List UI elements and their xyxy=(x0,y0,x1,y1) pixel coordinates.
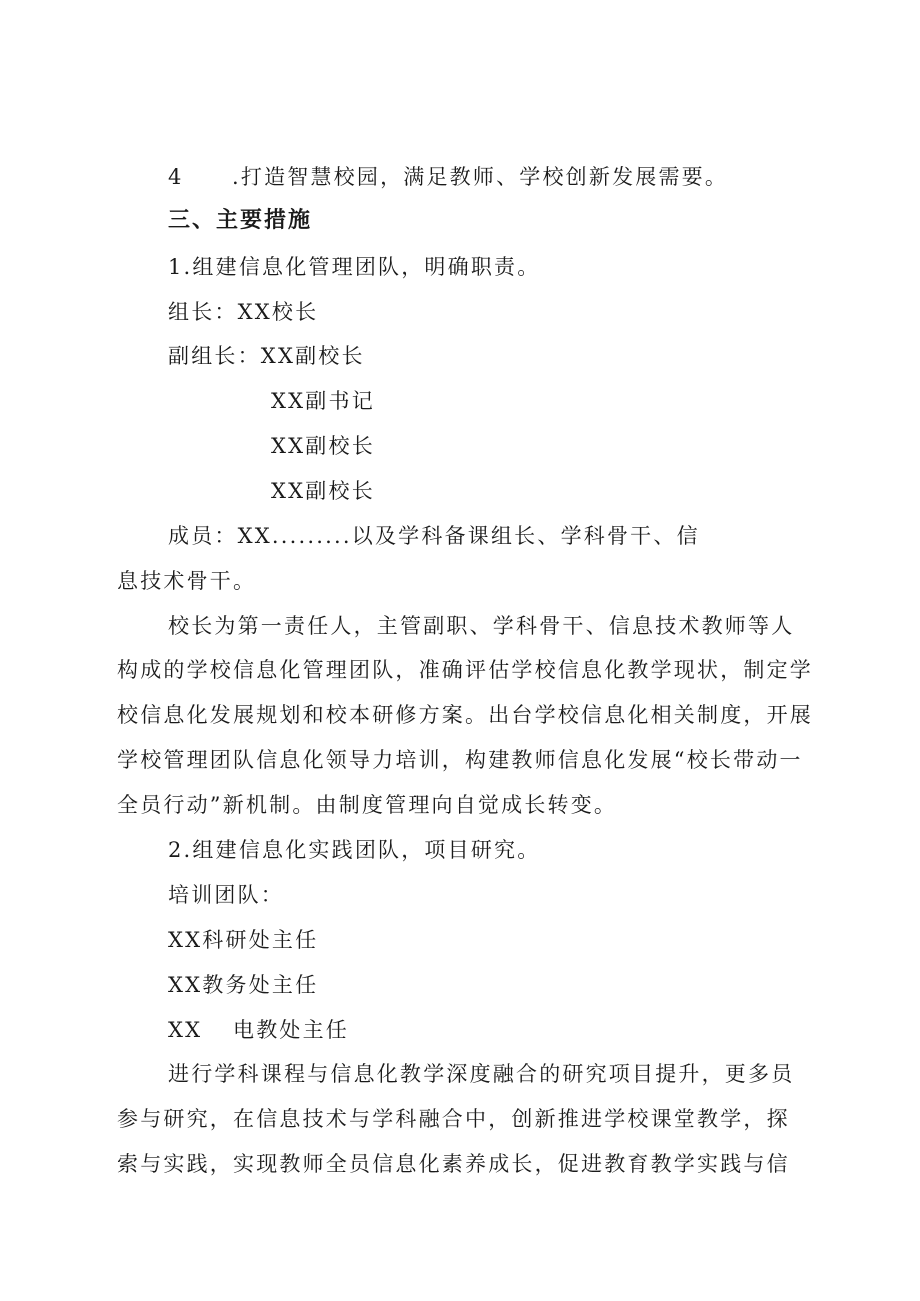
paragraph-1-line: 校长为第一责任人，主管副职、学科骨干、信息技术教师等人 xyxy=(168,614,795,638)
paragraph-2-line: 参与研究，在信息技术与学科融合中，创新推进学校课堂教学，探 xyxy=(117,1107,790,1131)
deputy-leader-line: 副组长：XX副校长 xyxy=(168,344,365,368)
paragraph-1-line: 构成的学校信息化管理团队，准确评估学校信息化教学现状，制定学 xyxy=(117,658,813,682)
paragraph-2-line: 索与实践，实现教师全员信息化素养成长，促进教育教学实践与信 xyxy=(117,1152,790,1176)
training-member: XX教务处主任 xyxy=(168,973,319,997)
leader-line: 组长：XX校长 xyxy=(168,300,319,324)
item-4-number: 4 xyxy=(168,165,184,189)
item-4-line xyxy=(168,163,728,191)
training-member-name: XX xyxy=(168,1018,203,1042)
members-line-1: 成员：XX.........以及学科备课组长、学科骨干、信 xyxy=(168,524,700,548)
members-line-2: 息技术骨干。 xyxy=(117,569,257,593)
training-team-label: 培训团队： xyxy=(168,883,284,907)
section-heading: 三、主要措施 xyxy=(168,208,313,233)
measure-1-title: 1.组建信息化管理团队，明确职责。 xyxy=(168,255,541,279)
training-member-role: 电教处主任 xyxy=(233,1018,349,1042)
measure-2-title: 2.组建信息化实践团队，项目研究。 xyxy=(168,838,541,862)
deputy-member: XX副书记 xyxy=(271,389,375,413)
training-member: XX科研处主任 xyxy=(168,928,319,952)
deputy-member: XX副校长 xyxy=(271,479,375,503)
paragraph-1-line: 全员行动”新机制。由制度管理向自觉成长转变。 xyxy=(117,793,618,817)
paragraph-1-line: 学校管理团队信息化领导力培训，构建教师信息化发展“校长带动一 xyxy=(117,748,803,772)
paragraph-2-line: 进行学科课程与信息化教学深度融合的研究项目提升，更多员 xyxy=(168,1062,795,1086)
paragraph-1-line: 校信息化发展规划和校本研修方案。出台学校信息化相关制度，开展 xyxy=(117,703,813,727)
training-member xyxy=(168,1016,349,1044)
deputy-member: XX副校长 xyxy=(271,434,375,458)
item-4-text: .打造智慧校园，满足教师、学校创新发展需要。 xyxy=(232,165,729,189)
